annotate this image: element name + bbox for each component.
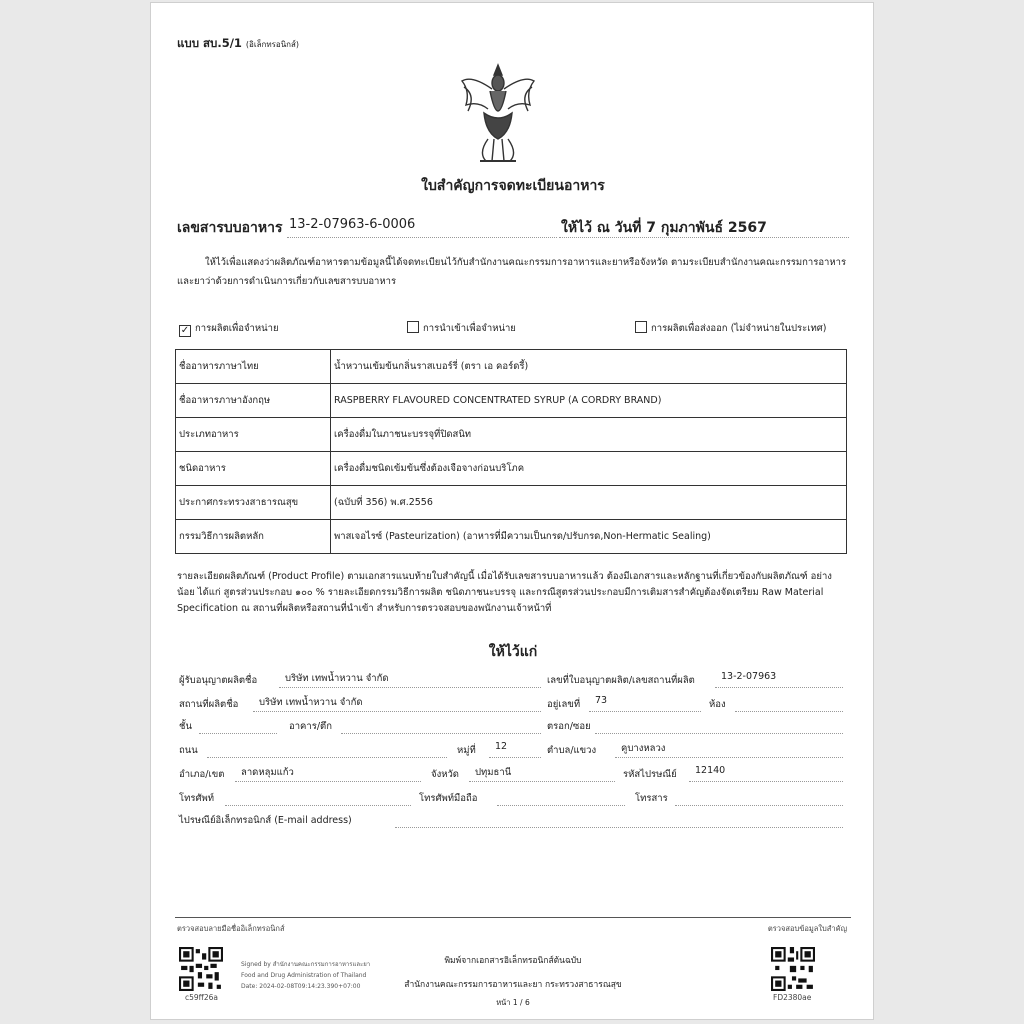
signed-by-line: Signed by สำนักงานคณะกรรมการอาหารและยา xyxy=(241,961,371,968)
building-label: อาคาร/ตึก xyxy=(289,721,332,732)
address-no-label: อยู่เลขที่ xyxy=(547,699,581,710)
checkbox-domestic-production xyxy=(179,321,279,337)
alley-label: ตรอก/ซอย xyxy=(547,721,591,732)
table-row xyxy=(176,384,847,418)
address-no-value: 73 xyxy=(595,695,608,706)
checkbox-label: การผลิตเพื่อจำหน่าย xyxy=(195,323,279,334)
checkbox-mark xyxy=(635,321,647,333)
given-to-heading: ให้ไว้แก่ xyxy=(488,644,538,660)
row-label: ชื่ออาหารภาษาไทย xyxy=(176,350,331,384)
form-code-text: แบบ สบ.5/1 xyxy=(177,36,242,50)
postcode-value: 12140 xyxy=(695,765,726,776)
district-value: ลาดหลุมแก้ว xyxy=(241,767,294,778)
document-title: ใบสำคัญการจดทะเบียนอาหาร xyxy=(421,178,605,194)
certificate-qr-code-icon[interactable] xyxy=(771,947,815,991)
garuda-emblem-icon xyxy=(458,61,538,167)
moo-label: หมู่ที่ xyxy=(457,745,476,756)
checkbox-import xyxy=(407,321,516,336)
product-profile-text: รายละเอียดผลิตภัณฑ์ (Product Profile) ตามเอกสารแนบท้ายใบสำคัญนี้ เมื่อได้รับเลขสารบบอาหารแล้ว ต้องมีเอกสารและหลักฐานที่เกี่ยวข้องกับผลิตภัณฑ์ อย่างน้อย ได้แก่ สูตรส่วนประกอบ ๑๐๐ % รายละเอียดกรรมวิธีการผลิต ชนิดภาชนะบรรจุ และกรณีสูตรส่วนประกอบมีการเติมสารสำคัญต้องจัดเตรียม Raw Material Specification ณ สถานที่ผลิตหรือสถานที่นำเข้า สำหรับการตรวจสอบของพนักงานเจ้าหน้าที่ xyxy=(177,571,832,614)
verify-signature-label: ตรวจสอบลายมือชื่ออิเล็กทรอนิกส์ xyxy=(177,924,285,933)
issue-date: ให้ไว้ ณ วันที่ 7 กุมภาพันธ์ 2567 xyxy=(561,220,767,236)
row-value: พาสเจอไรซ์ (Pasteurization) (อาหารที่มีความเป็นกรด/ปรับกรด,Non-Hermatic Sealing) xyxy=(331,520,847,554)
licensee-value: บริษัท เทพน้ำหวาน จำกัด xyxy=(285,673,389,684)
license-no-value: 13-2-07963 xyxy=(721,671,777,682)
intro-text: ให้ไว้เพื่อแสดงว่าผลิตภัณฑ์อาหารตามข้อมูลนี้ได้จดทะเบียนไว้กับสำนักงานคณะกรรมการอาหารและยาหรือจังหวัด ตามระเบียบสำนักงานคณะกรรมการอาหารและยาว่าด้วยการดำเนินการเกี่ยวกับเลขสารบบอาหาร xyxy=(177,257,847,287)
checkbox-mark xyxy=(407,321,419,333)
registration-certificate xyxy=(150,2,874,1020)
place-value: บริษัท เทพน้ำหวาน จำกัด xyxy=(259,697,363,708)
row-label: ชื่ออาหารภาษาอังกฤษ xyxy=(176,384,331,418)
reg-number-value: 13-2-07963-6-0006 xyxy=(289,217,416,232)
floor-label: ชั้น xyxy=(179,721,192,732)
row-value: RASPBERRY FLAVOURED CONCENTRATED SYRUP (A CORDRY BRAND) xyxy=(331,384,847,418)
checkbox-label: การนำเข้าเพื่อจำหน่าย xyxy=(423,323,516,334)
table-row xyxy=(176,350,847,384)
checkbox-mark: ✓ xyxy=(180,325,190,336)
row-value: น้ำหวานเข้มข้นกลิ่นราสเบอร์รี่ (ตรา เอ คอร์ดรี้) xyxy=(331,350,847,384)
phone-label: โทรศัพท์ xyxy=(179,793,215,804)
fax-label: โทรสาร xyxy=(635,793,668,804)
mobile-label: โทรศัพท์มือถือ xyxy=(419,793,478,804)
table-row xyxy=(176,486,847,520)
row-value: (ฉบับที่ 356) พ.ศ.2556 xyxy=(331,486,847,520)
row-label: ประกาศกระทรวงสาธารณสุข xyxy=(176,486,331,520)
verify-certificate-label: ตรวจสอบข้อมูลใบสำคัญ xyxy=(767,924,847,933)
signed-date-line: Date: 2024-02-08T09:14:23.390+07:00 xyxy=(241,983,361,990)
table-row xyxy=(176,418,847,452)
row-value: เครื่องดื่มในภาชนะบรรจุที่ปิดสนิท xyxy=(331,418,847,452)
food-info-table xyxy=(175,349,847,554)
province-label: จังหวัด xyxy=(431,769,459,780)
checkbox-export xyxy=(635,321,827,336)
postcode-label: รหัสไปรษณีย์ xyxy=(623,769,677,780)
province-value: ปทุมธานี xyxy=(475,767,512,778)
table-row xyxy=(176,520,847,554)
form-code-note: (อิเล็กทรอนิกส์) xyxy=(245,40,300,49)
certificate-code: FD2380ae xyxy=(773,993,812,1002)
moo-value: 12 xyxy=(495,741,508,752)
email-label: ไปรษณีย์อิเล็กทรอนิกส์ (E-mail address) xyxy=(179,815,352,826)
table-row xyxy=(176,452,847,486)
issuing-agency: สำนักงานคณะกรรมการอาหารและยา กระทรวงสาธารณสุข xyxy=(404,980,622,990)
room-label: ห้อง xyxy=(709,699,726,710)
license-no-label: เลขที่ใบอนุญาตผลิต/เลขสถานที่ผลิต xyxy=(547,675,695,686)
reg-number-label: เลขสารบบอาหาร xyxy=(177,220,283,236)
row-label: ประเภทอาหาร xyxy=(176,418,331,452)
checkbox-label: การผลิตเพื่อส่งออก (ไม่จำหน่ายในประเทศ) xyxy=(651,323,827,334)
page-number: หน้า 1 / 6 xyxy=(496,998,530,1007)
printed-from-note: พิมพ์จากเอกสารอิเล็กทรอนิกส์ต้นฉบับ xyxy=(444,956,582,966)
signature-code: c59ff26a xyxy=(185,993,218,1002)
signed-org-line: Food and Drug Administration of Thailand xyxy=(241,972,367,979)
road-label: ถนน xyxy=(179,745,198,756)
licensee-label: ผู้รับอนุญาตผลิตชื่อ xyxy=(179,675,258,686)
subdistrict-label: ตำบล/แขวง xyxy=(547,745,597,756)
place-label: สถานที่ผลิตชื่อ xyxy=(179,699,239,710)
row-label: ชนิดอาหาร xyxy=(176,452,331,486)
subdistrict-value: คูบางหลวง xyxy=(621,743,666,754)
row-value: เครื่องดื่มชนิดเข้มข้นซึ่งต้องเจือจางก่อนบริโภค xyxy=(331,452,847,486)
row-label: กรรมวิธีการผลิตหลัก xyxy=(176,520,331,554)
form-code xyxy=(177,35,299,53)
district-label: อำเภอ/เขต xyxy=(179,769,225,780)
